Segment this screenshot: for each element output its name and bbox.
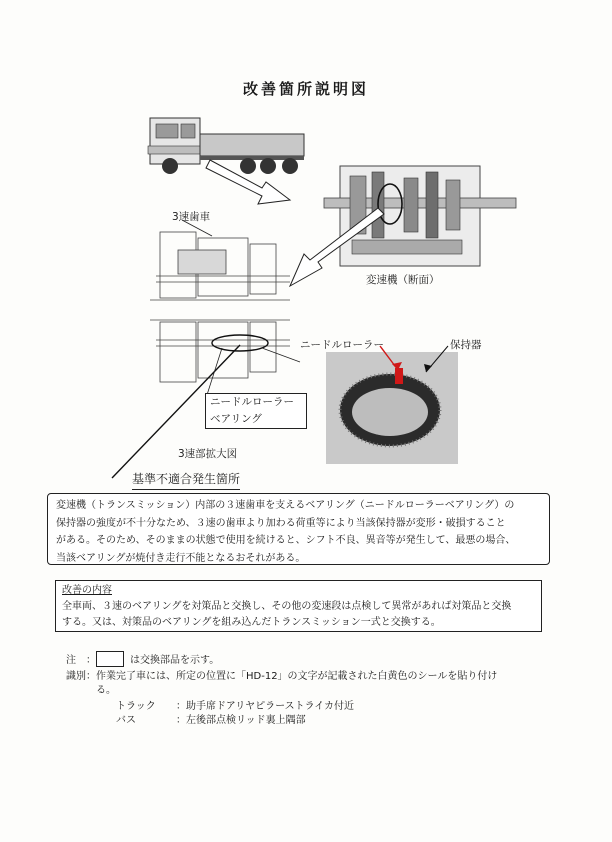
description-line: 変速機（トランスミッション）内部の３速歯車を支えるベアリング（ニードルローラーベアリング）の bbox=[56, 500, 515, 511]
label-enlarged-view: 3速部拡大図 bbox=[178, 448, 238, 460]
truck-label: トラック bbox=[116, 701, 156, 712]
identification-text: 作業完了車には、所定の位置に「HD-12」の文字が記載された白黄色のシールを貼り付ける。 bbox=[96, 671, 498, 696]
truck-location-text: ：助手席ドアリヤピラーストライカ付近 bbox=[176, 701, 354, 712]
improvement-line: 全車両、３速のベアリングを対策品と交換し、その他の変速段は点検して異常があれば対策品と交換 bbox=[62, 601, 512, 612]
label-needle-roller: ニードルローラー bbox=[300, 339, 384, 351]
label-transmission-section: 変速機（断面） bbox=[366, 274, 440, 286]
bearing-box-line2: ベアリング bbox=[210, 413, 262, 425]
improvement-line: する。又は、対策品のベアリングを組み込んだトランスミッション一式と交換する。 bbox=[62, 617, 441, 628]
transmission-cross-section bbox=[324, 166, 516, 266]
bus-location-text: ：左後部点検リッド裏上隅部 bbox=[176, 715, 306, 726]
bearing-photo bbox=[326, 352, 458, 464]
label-retainer: 保持器 bbox=[450, 339, 482, 351]
bus-label: バス bbox=[116, 715, 136, 726]
bus-sticker-location bbox=[116, 714, 306, 728]
bearing-box-line1: ニードルローラー bbox=[210, 396, 294, 408]
replacement-part-box bbox=[205, 393, 307, 429]
label-third-gear: 3速歯車 bbox=[172, 211, 211, 223]
label-nonconformity-location: 基準不適合発生箇所 bbox=[132, 470, 240, 490]
identification-label: 識別： bbox=[66, 671, 96, 682]
improvement-content bbox=[55, 580, 542, 632]
description-line: 保持器の強度が不十分なため、３速の歯車より加わる荷重等により当該保持器が変形・破損すること bbox=[56, 517, 506, 529]
description-line: がある。そのため、そのままの状態で使用を続けると、シフト不良、異音等が発生して、最悪の場合、 bbox=[56, 535, 516, 546]
defect-description bbox=[47, 493, 550, 565]
truck-illustration bbox=[148, 118, 304, 174]
note-text: は交換部品を示す。 bbox=[130, 655, 220, 666]
page-title: 改善箇所説明図 bbox=[242, 80, 369, 98]
improvement-heading: 改善の内容 bbox=[62, 585, 112, 596]
description-line: 当該ベアリングが焼付き走行不能となるおそれがある。 bbox=[56, 552, 306, 564]
replacement-part-legend-swatch bbox=[96, 651, 124, 667]
note-label: 注 ： bbox=[66, 655, 96, 666]
third-gear-enlarged-drawing bbox=[150, 220, 290, 382]
truck-sticker-location bbox=[116, 700, 354, 714]
needle-roller-marker bbox=[395, 368, 403, 384]
